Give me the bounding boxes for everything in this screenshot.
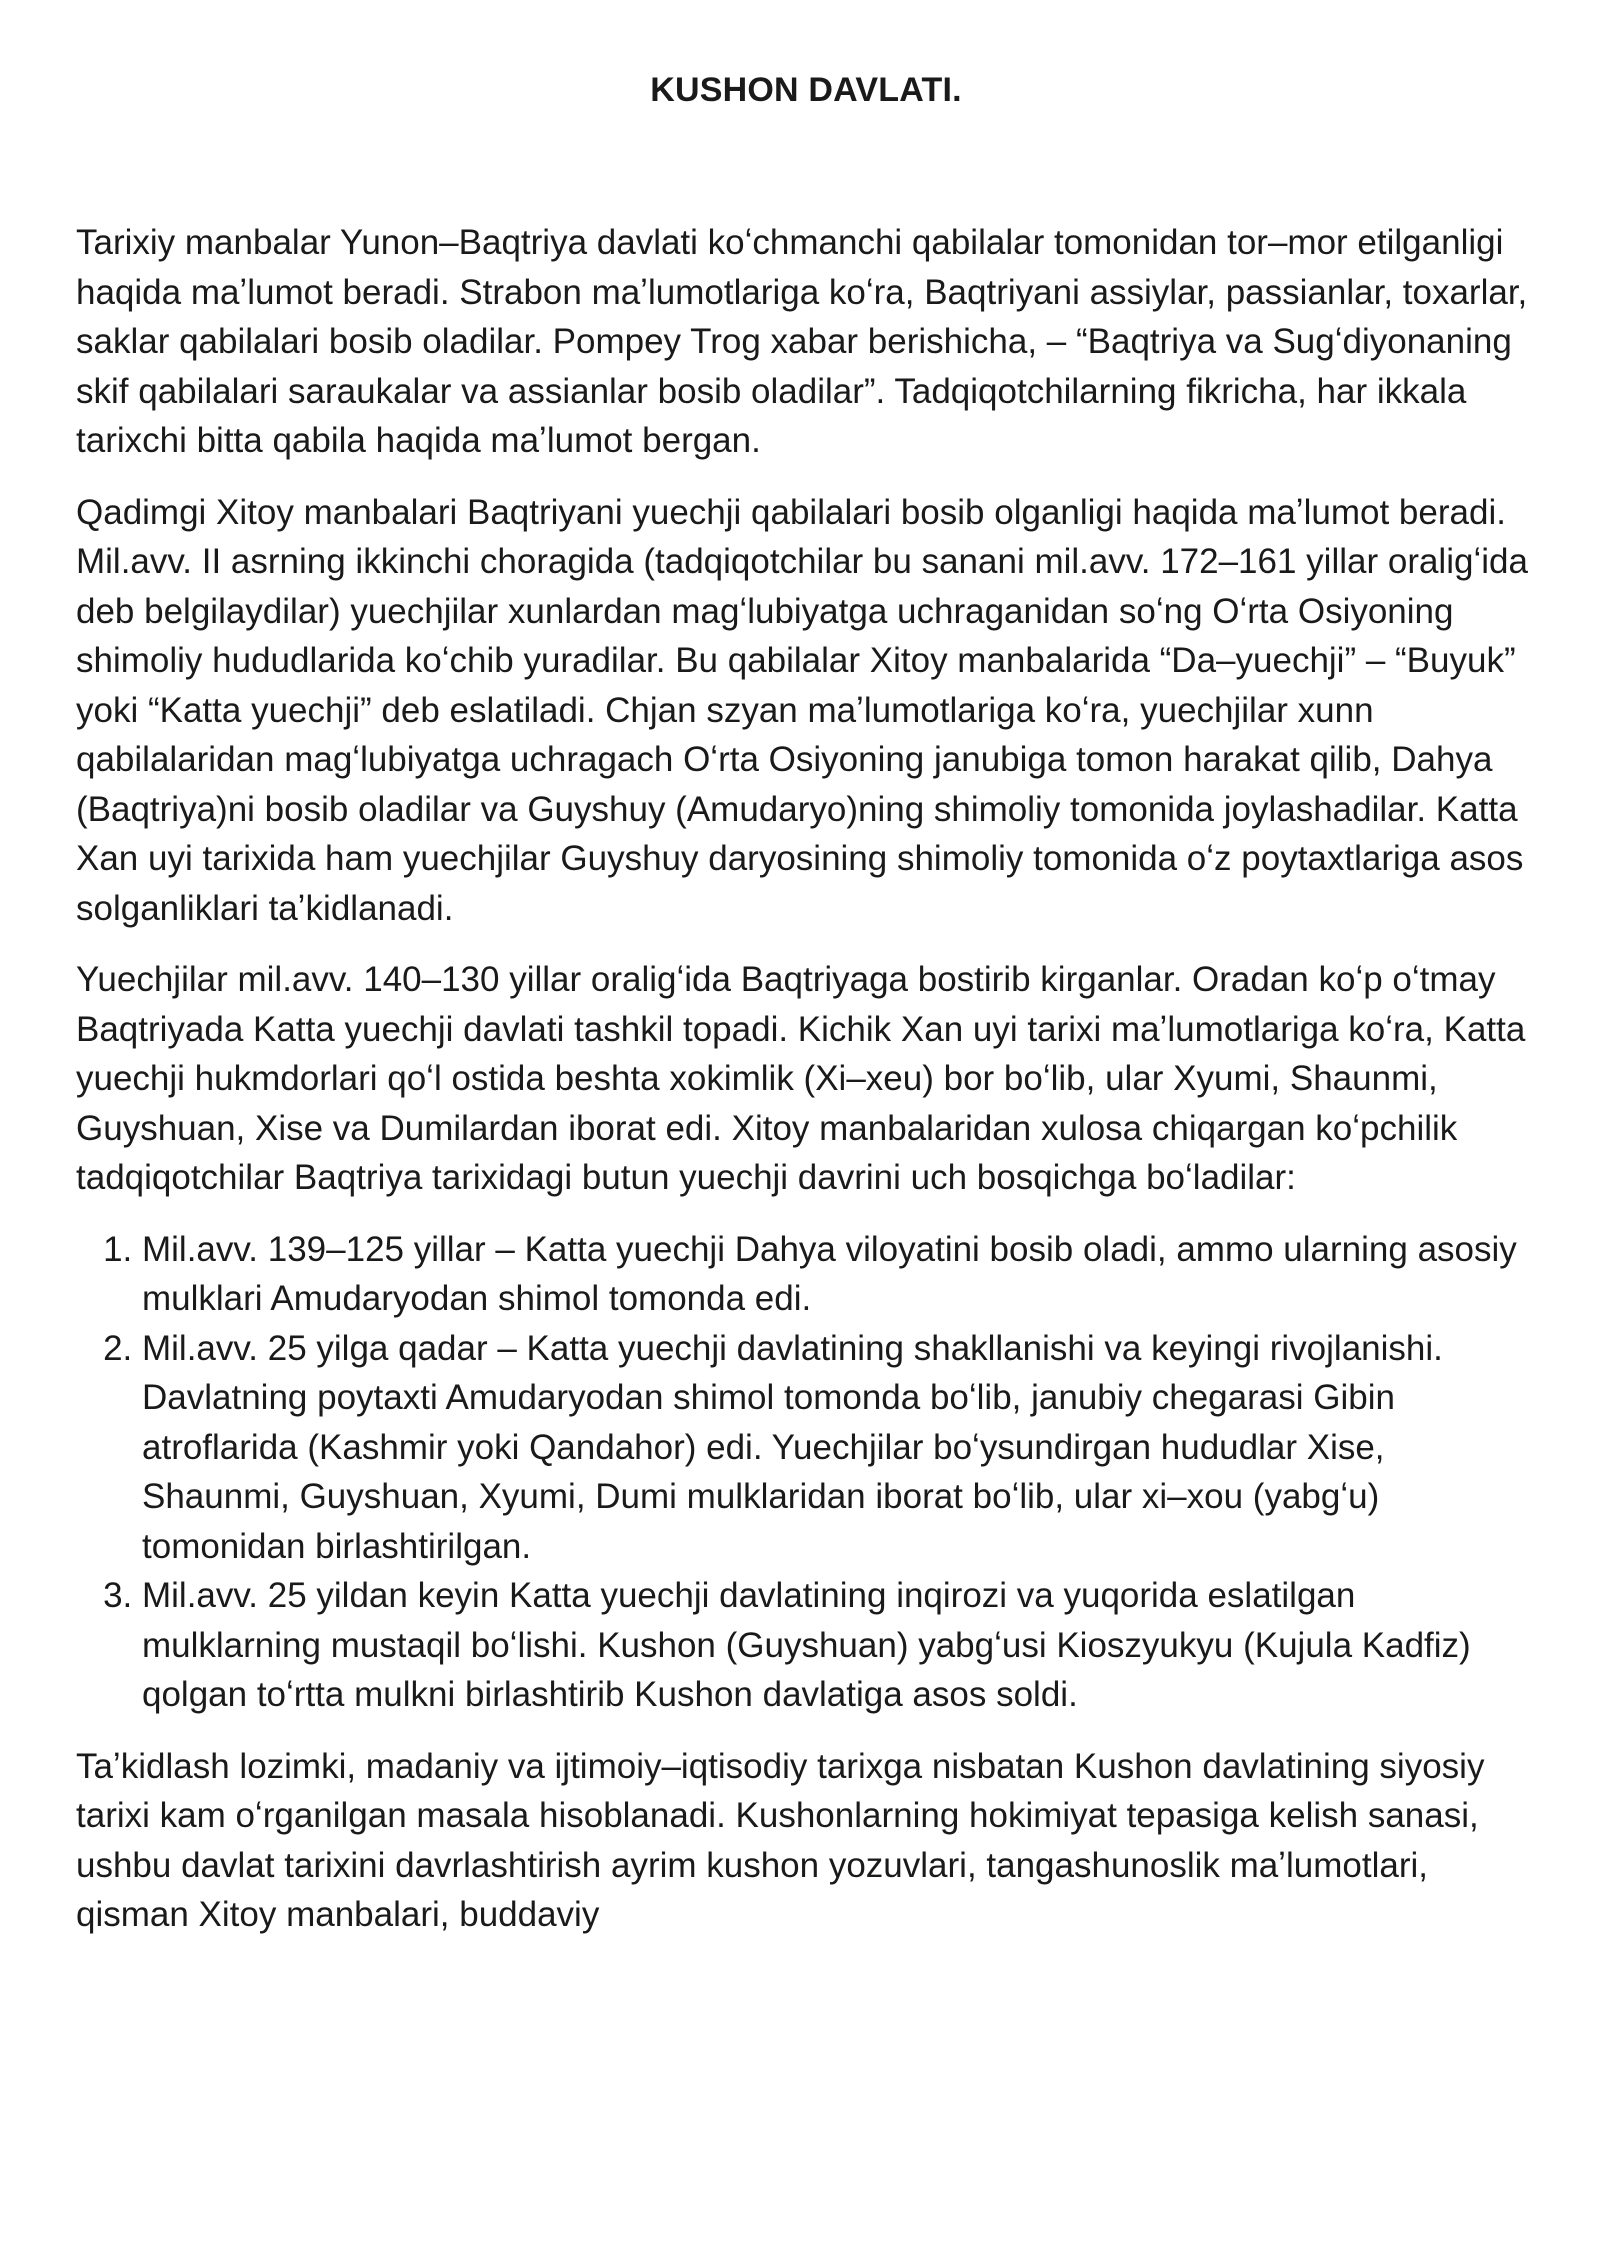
paragraph-chinese-sources: Qadimgi Xitoy manbalari Baqtriyani yuechji qabilalari bosib olganligi haqida maʼlumot beradi. Mil.avv. II asrning ikkinchi choragida (tadqiqotchilar bu sanani mil.avv. 172–161 yillar oraligʻida deb belgilaydilar) yuechjilar xunlardan magʻlubiyatga uchraganidan soʻng Oʻrta Osiyoning shimoliy hududlarida koʻchib yuradilar. Bu qabilalar Xitoy manbalarida “Da–yuechji” – “Buyuk” yoki “Katta yuechji” deb eslatiladi. Chjan szyan maʼlumotlariga koʻra, yuechjilar xunn qabilalaridan magʻlubiyatga uchragach Oʻrta Osiyoning janubiga tomon harakat qilib, Dahya (Baqtriya)ni bosib oladilar va Guyshuy (Amudaryo)ning shimoliy tomonida joylashadilar. Katta Xan uyi tarixida ham yuechjilar Guyshuy daryosining shimoliy tomonida oʻz poytaxtlariga asos solganliklari taʼkidlanadi.: [76, 492, 1528, 928]
list-item: 2. Mil.avv. 25 yilga qadar – Katta yuechji davlatining shakllanishi va keyingi rivojlanishi. Davlatning poytaxti Amudaryodan shimol tomonda boʻlib, janubiy chegarasi Gibin atroflarida (Kashmir yoki Qandahor) edi. Yuechjilar boʻysundirgan hududlar Xise, Shaunmi, Guyshuan, Xyumi, Dumi mulklaridan iborat boʻlib, ular xi–xou (yabgʻu) tomonidan birlashtirilgan.: [142, 1324, 1536, 1572]
paragraph-intro: Tarixiy manbalar Yunon–Baqtriya davlati koʻchmanchi qabilalar tomonidan tor–mor etilganligi haqida maʼlumot beradi. Strabon maʼlumotlariga koʻra, Baqtriyani assiylar, passianlar, toxarlar, saklar qabilalari bosib oladilar. Pompey Trog xabar berishicha, – “Baqtriya va Sugʻdiyonaning skif qabilalari saraukalar va assianlar bosib oladilar”. Tadqiqotchilarning fikricha, har ikkala tarixchi bitta qabila haqida maʼlumot bergan.: [76, 223, 1528, 460]
list-item: 3. Mil.avv. 25 yildan keyin Katta yuechji davlatining inqirozi va yuqorida eslatilgan mulklarning mustaqil boʻlishi. Kushon (Guyshuan) yabgʻusi Kioszyukyu (Kujula Kadfiz) qolgan toʻrtta mulkni birlashtirib Kushon davlatiga asos soldi.: [142, 1571, 1536, 1720]
document-page: [76, 70, 1536, 1962]
paragraph-closing: Taʼkidlash lozimki, madaniy va ijtimoiy–iqtisodiy tarixga nisbatan Kushon davlatining siyosiy tarixi kam oʻrganilgan masala hisoblanadi. Kushonlarning hokimiyat tepasiga kelish sanasi, ushbu davlat tarixini davrlashtirish ayrim kushon yozuvlari, tangashunoslik maʼlumotlari, qisman Xitoy manbalari, buddaviy: [76, 1746, 1485, 1934]
list-item: 1. Mil.avv. 139–125 yillar – Katta yuechji Dahya viloyatini bosib oladi, ammo ularning asosiy mulklari Amudaryodan shimol tomonda edi.: [142, 1225, 1536, 1324]
paragraph-invasion: Yuechjilar mil.avv. 140–130 yillar oraligʻida Baqtriyaga bostirib kirganlar. Oradan koʻp oʻtmay Baqtriyada Katta yuechji davlati tashkil topadi. Kichik Xan uyi tarixi maʼlumotlariga koʻra, Katta yuechji hukmdorlari qoʻl ostida beshta xokimlik (Xi–xeu) bor boʻlib, ular Xyumi, Shaunmi, Guyshuan, Xise va Dumilardan iborat edi. Xitoy manbalaridan xulosa chiqargan koʻpchilik tadqiqotchilar Baqtriya tarixidagi butun yuechji davrini uch bosqichga boʻladilar:: [76, 960, 1526, 1197]
page-title: KUSHON DAVLATI.: [650, 71, 962, 109]
periods-list: [76, 1225, 1536, 1720]
